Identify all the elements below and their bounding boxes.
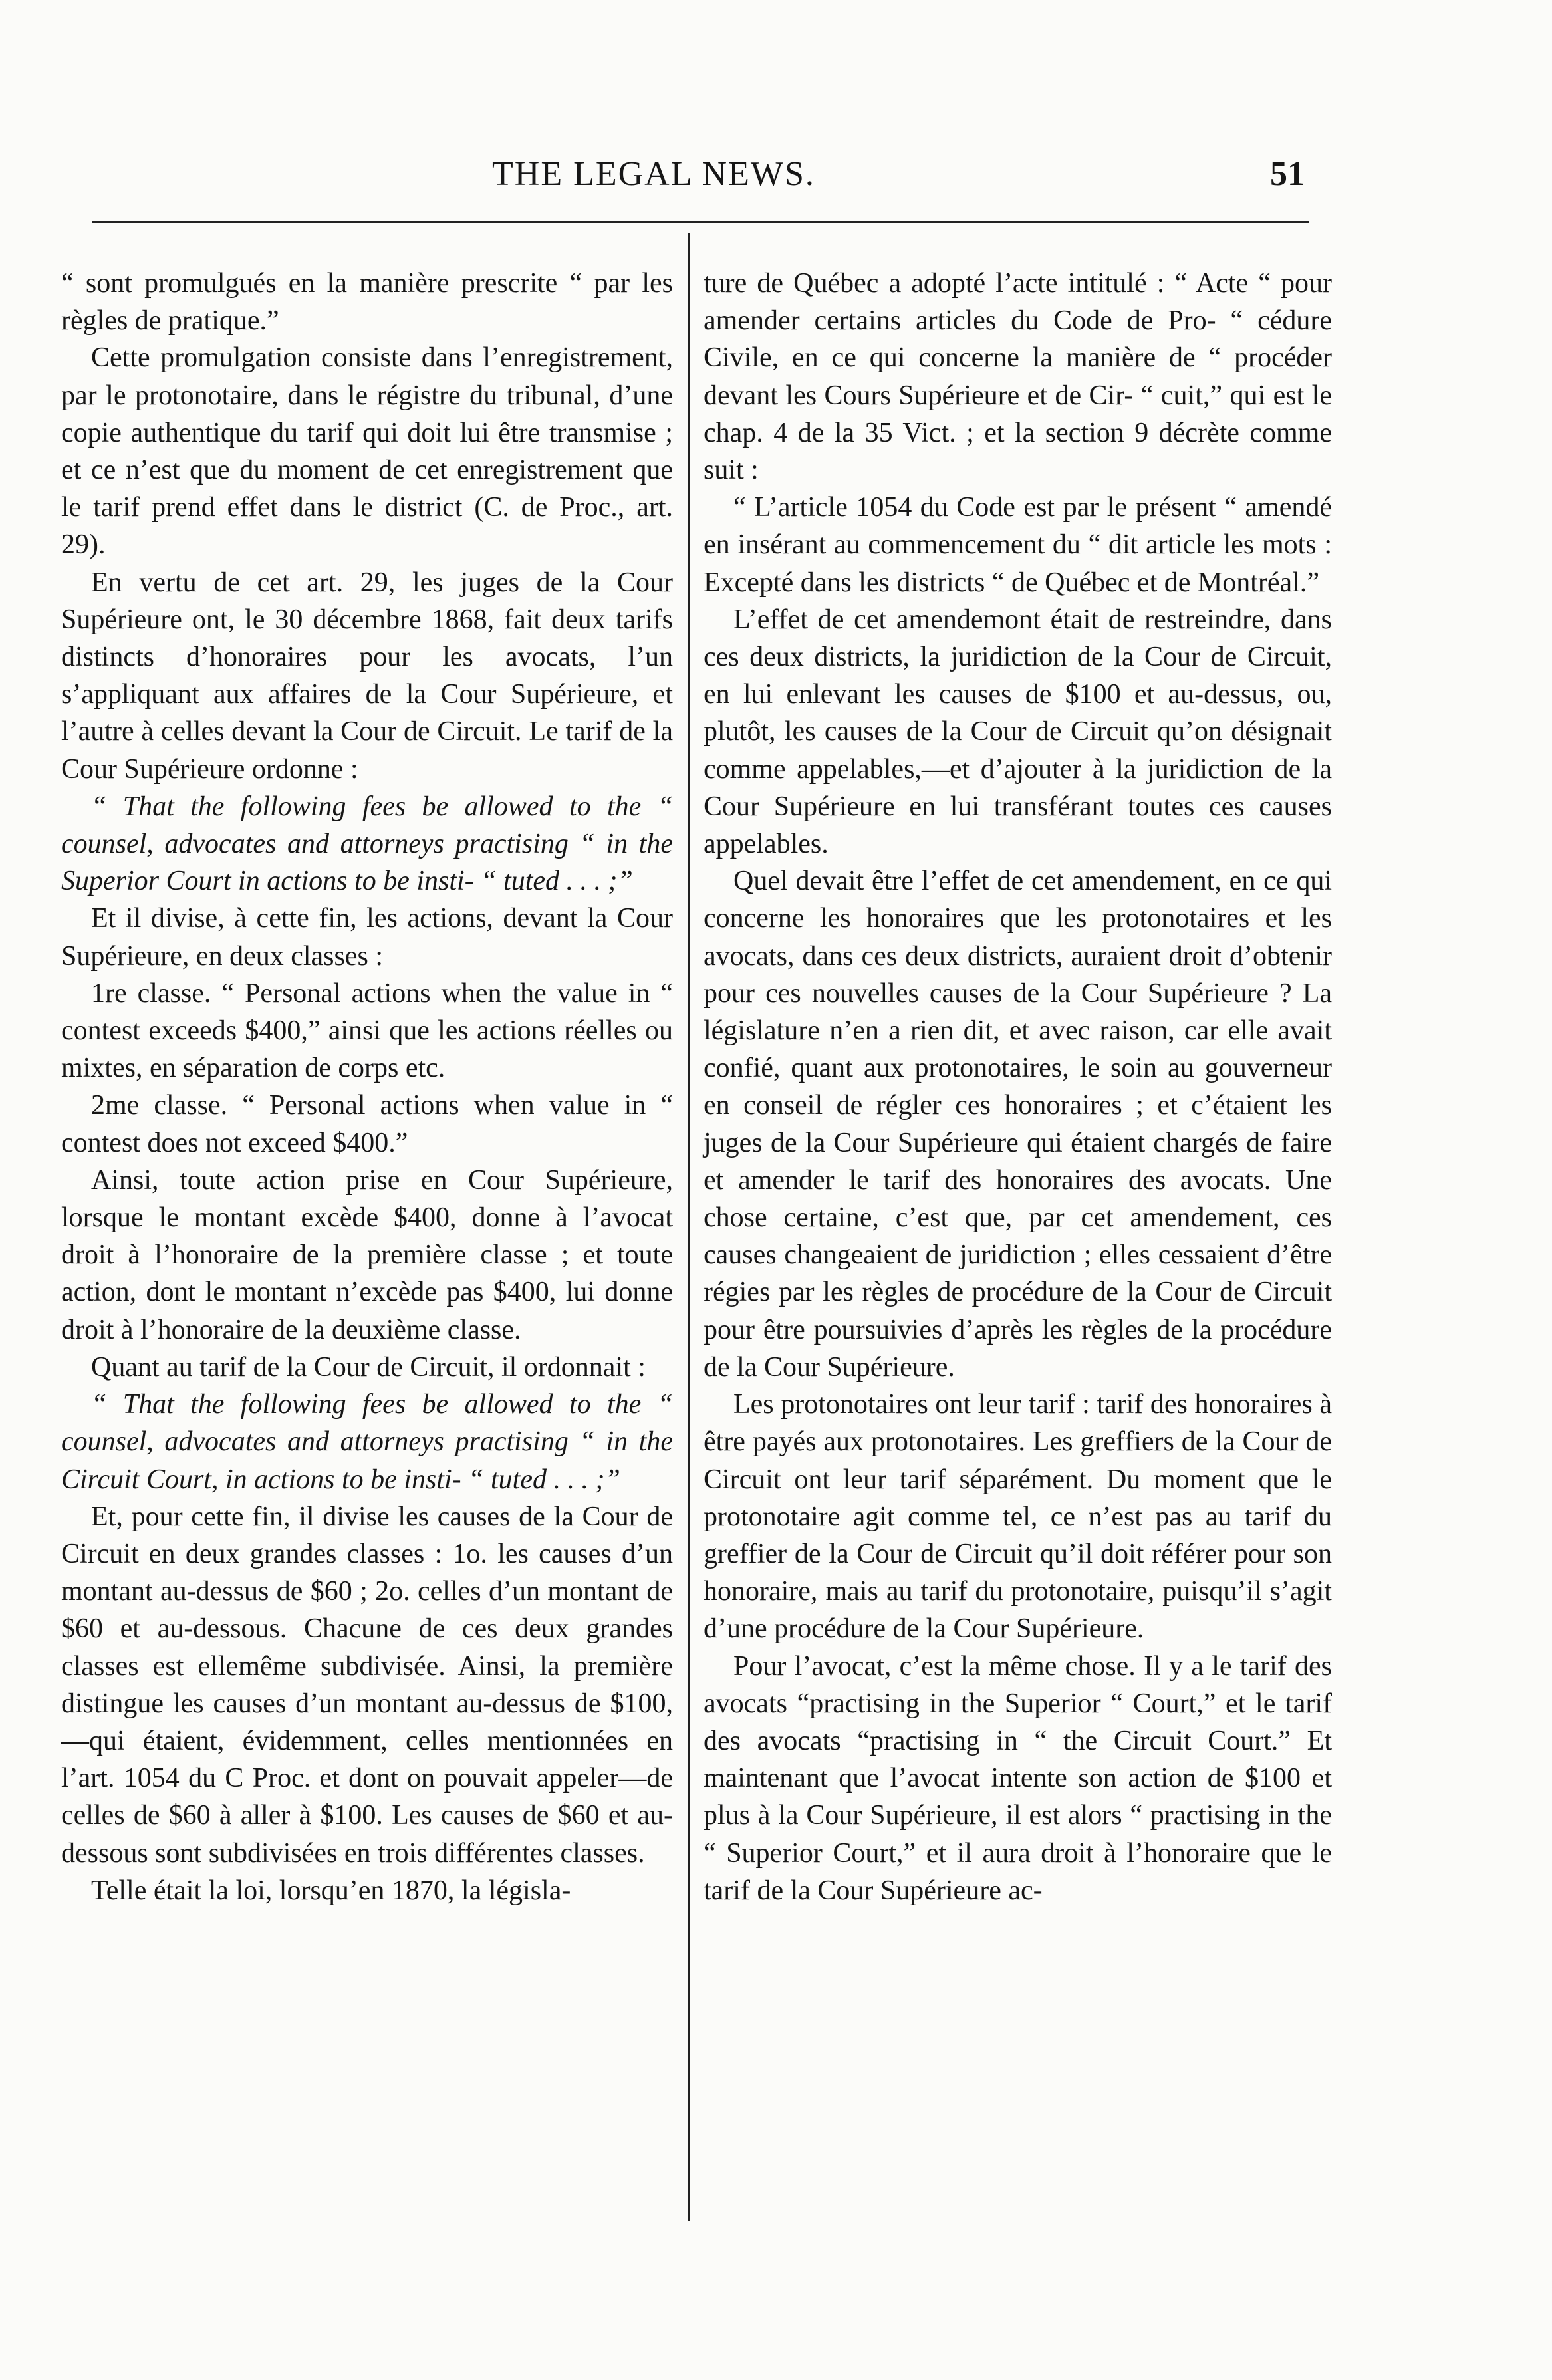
- paragraph: Et, pour cette fin, il divise les causes de la Cour de Circuit en deux grandes classes : 1o. les causes d’un montant au-dessus de $60 ; 2o. celles d’un montant de $60 et au-dessous. Chacune de ces deux grandes classes est ellemême subdivisée. Ainsi, la première distingue les causes d’un montant au-dessus de $100,—qui étaient, évidemment, celles mentionnées en l’art. 1054 du C Proc. et dont on pouvait appeler—de celles de $60 à aller à $100. Les causes de $60 et au-dessous sont subdivisées en trois différentes classes.: [61, 1501, 673, 1869]
- paragraph: L’effet de cet amendemont était de restreindre, dans ces deux districts, la juridiction de la Cour de Circuit, en lui enlevant les causes de $100 et au-dessus, ou, plutôt, les causes de la Cour de Circuit qu’on désignait comme appelables,—et d’ajouter à la juridiction de la Cour Supérieure en lui transférant toutes ces causes appelables.: [704, 604, 1332, 860]
- quotation: “ That the following fees be allowed to the “ counsel, advocates and attorneys practising “ in the Superior Court in actions to be insti- “ tuted . . . ;”: [61, 791, 673, 897]
- paragraph: Et il divise, à cette fin, les actions, devant la Cour Supérieure, en deux classes :: [61, 903, 673, 972]
- paragraph: 1re classe. “ Personal actions when the value in “ contest exceeds $400,” ainsi que les actions réelles ou mixtes, en séparation de corps etc.: [61, 978, 673, 1084]
- paragraph: Ainsi, toute action prise en Cour Supérieure, lorsque le montant excède $400, donne à l’avocat droit à l’honoraire de la première classe ; et toute action, dont le montant n’excède pas $400, lui donne droit à l’honoraire de la deuxième classe.: [61, 1164, 673, 1345]
- left-column: [61, 265, 673, 1909]
- paragraph: Quant au tarif de la Cour de Circuit, il ordonnait :: [91, 1351, 646, 1383]
- paragraph: Cette promulgation consiste dans l’enregistrement, par le protonotaire, dans le régistre du tribunal, d’une copie authentique du tarif qui doit lui être transmise ; et ce n’est que du moment de cet enregistrement que le tarif prend effet dans le district (C. de Proc., art. 29).: [61, 342, 673, 561]
- paragraph: Les protonotaires ont leur tarif : tarif des honoraires à être payés aux protonotaires. Les greffiers de la Cour de Circuit ont leur tarif séparément. Du moment que le protonotaire agit comme tel, ce n’est pas au tarif du greffier de la Cour de Circuit qu’il doit référer pour son honoraire, mais au tarif du protonotaire, puisqu’il s’agit d’une procédure de la Cour Supérieure.: [704, 1389, 1332, 1645]
- paragraph: “ sont promulgués en la manière prescrite “ par les règles de pratique.”: [61, 268, 673, 336]
- paragraph: Telle était la loi, lorsqu’en 1870, la législa-: [91, 1875, 571, 1906]
- header-rule: [92, 221, 1309, 223]
- right-column: [704, 265, 1332, 1909]
- quotation: “ L’article 1054 du Code est par le présent “ amendé en insérant au commencement du “ dit article les mots : Excepté dans les districts “ de Québec et de Montréal.”: [704, 492, 1332, 598]
- paragraph: Quel devait être l’effet de cet amendement, en ce qui concerne les honoraires que les protonotaires et les avocats, dans ces deux districts, auraient droit d’obtenir pour ces nouvelles causes de la Cour Supérieure ? La législature n’en a rien dit, et avec raison, car elle avait confié, quant aux protonotaires, le soin au gouverneur en conseil de régler ces honoraires ; et c’étaient les juges de la Cour Supérieure qui étaient chargés de faire et amender le tarif des honoraires des avocats. Une chose certaine, c’est que, par cet amendement, ces causes changeaient de juridiction ; elles cessaient d’être régies par les règles de procédure de la Cour de Circuit pour être poursuivies d’après les règles de la procédure de la Cour Supérieure.: [704, 866, 1332, 1383]
- page-header: [0, 154, 1552, 207]
- column-divider: [688, 233, 690, 2221]
- paragraph: ture de Québec a adopté l’acte intitulé : “ Acte “ pour amender certains articles du Code de Pro- “ cédure Civile, en ce qui concerne la manière de “ procéder devant les Cours Supérieure et de Cir- “ cuit,” qui est le chap. 4 de la 35 Vict. ; et la section 9 décrète comme suit :: [704, 268, 1332, 486]
- quotation: “ That the following fees be allowed to the “ counsel, advocates and attorneys practising “ in the Circuit Court, in actions to be insti- “ tuted . . . ;”: [61, 1389, 673, 1495]
- running-title: THE LEGAL NEWS.: [492, 155, 815, 193]
- paragraph: 2me classe. “ Personal actions when value in “ contest does not exceed $400.”: [61, 1090, 673, 1158]
- page-number: 51: [1270, 155, 1305, 193]
- paragraph: Pour l’avocat, c’est la même chose. Il y a le tarif des avocats “practising in the Superior “ Court,” et le tarif des avocats “practising in “ the Circuit Court.” Et maintenant que l’avocat intente son action de $100 et plus à la Cour Supérieure, il est alors “ practising in the “ Superior Court,” et il aura droit à l’honoraire que le tarif de la Cour Supérieure ac-: [704, 1651, 1332, 1906]
- paragraph: En vertu de cet art. 29, les juges de la Cour Supérieure ont, le 30 décembre 1868, fait deux tarifs distincts d’honoraires pour les avocats, l’un s’appliquant aux affaires de la Cour Supérieure, et l’autre à celles devant la Cour de Circuit. Le tarif de la Cour Supérieure ordonne :: [61, 567, 673, 785]
